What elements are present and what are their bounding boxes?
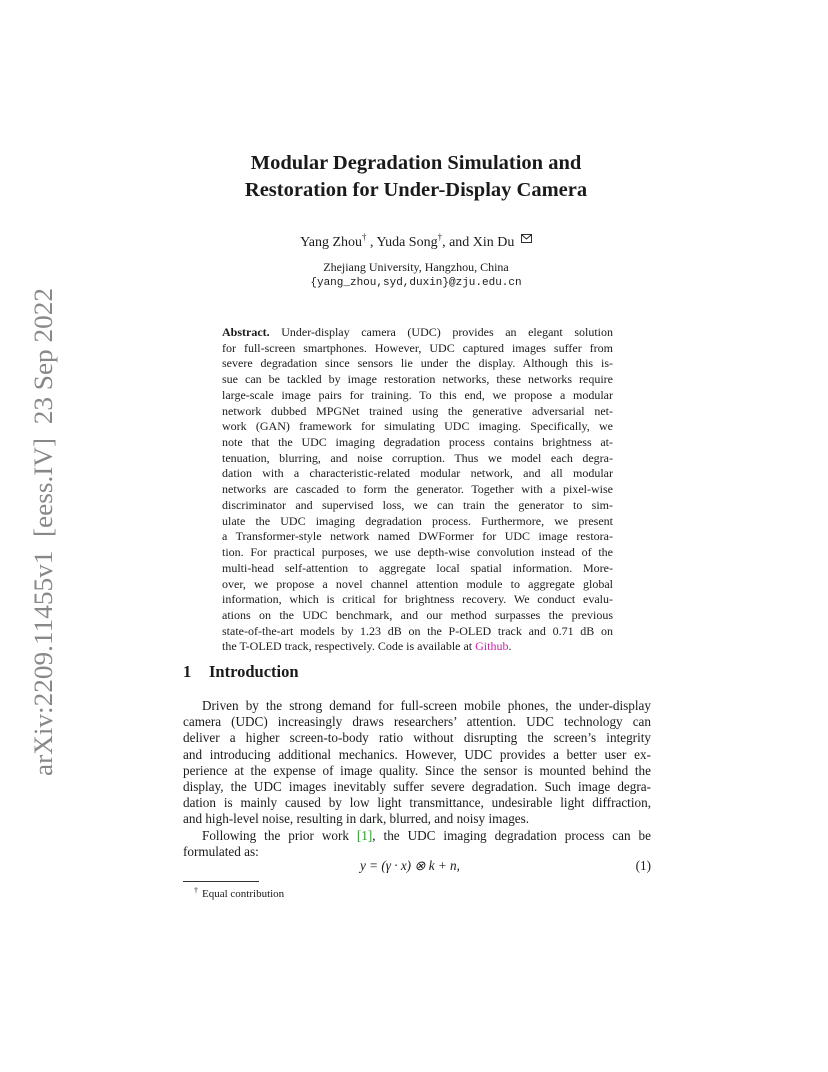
abstract-line: a Transformer-style network named DWFormer for UDC image restora- <box>222 529 613 544</box>
abstract-line: tenuation, blurring, and noise corruption. Thus we model each degra- <box>222 450 613 465</box>
abstract-line: multi-head self-attention to aggregate local spatial information. More- <box>222 560 613 575</box>
author-name: and Xin Du <box>449 235 515 250</box>
author-separator: , <box>366 235 377 250</box>
abstract-line: ations on the UDC benchmark, and our method surpasses the previous <box>222 607 613 622</box>
body-line: display, the UDC images inevitably suffer severe degradation. Such image degra- <box>183 778 651 794</box>
abstract-line: discriminator and supervised loss, we can train the generator to sim- <box>222 497 613 512</box>
footnote-mark: † <box>194 886 198 895</box>
footnote-rule <box>183 881 259 882</box>
section-number: 1 <box>183 662 192 681</box>
abstract-line: work (GAN) framework for simulating UDC imaging. Specifically, we <box>222 419 613 434</box>
abstract-line: severe degradation since sensors lie under the display. Although this is- <box>222 356 613 371</box>
abstract-line: network dubbed MPGNet trained using the generative adversarial net- <box>222 403 613 418</box>
body-line: deliver a higher screen-to-body ratio without disrupting the screen’s integrity <box>183 730 651 746</box>
paper-title <box>160 150 672 204</box>
author-name: Yuda Song <box>376 235 438 250</box>
citation-link[interactable]: [1] <box>356 827 373 843</box>
abstract-label: Abstract. <box>222 325 270 339</box>
title-line-2: Restoration for Under-Display Camera <box>244 179 588 201</box>
body-text: Following the prior work <box>202 827 357 843</box>
abstract-line: information, which is critical for brightness recovery. We conduct evalu- <box>222 592 613 607</box>
abstract-line <box>222 325 613 341</box>
section-heading <box>183 662 299 682</box>
equation-number: (1) <box>635 858 651 873</box>
equal-contribution-mark: † <box>437 232 443 242</box>
institution: Zhejiang University, Hangzhou, China <box>323 260 509 274</box>
equation-1 <box>183 858 651 876</box>
abstract-line <box>222 639 613 655</box>
arxiv-identifier-stamp <box>20 287 62 777</box>
abstract <box>222 325 613 655</box>
abstract-line: note that the UDC imaging degradation process contains brightness at- <box>222 435 613 450</box>
abstract-line: state-of-the-art models by 1.23 dB on the P-OLED track and 0.71 dB on <box>222 623 613 638</box>
author-list <box>160 228 672 252</box>
footnote-text: Equal contribution <box>202 888 285 900</box>
author-emails: {yang_zhou,syd,duxin}@zju.edu.cn <box>310 277 522 289</box>
abstract-line: ulate the UDC imaging degradation process. Furthermore, we present <box>222 513 613 528</box>
body-line: perience at the expense of image quality. Since the sensor is mounted behind the <box>183 762 651 778</box>
abstract-line: for full-screen smartphones. However, UDC captured images suffer from <box>222 340 613 355</box>
abstract-line: tion. For practical purposes, we use depth-wise convolution instead of the <box>222 545 613 560</box>
body-line <box>183 828 651 844</box>
author-separator: , <box>442 235 450 250</box>
arxiv-stamp-svg <box>20 287 62 777</box>
abstract-line: networks are cascaded to form the generator. Together with a pixel-wise <box>222 482 613 497</box>
github-link[interactable]: Github <box>475 639 509 654</box>
envelope-icon <box>521 231 532 249</box>
abstract-text: Under-display camera (UDC) provides an elegant solution <box>269 325 613 339</box>
abstract-line: large-scale image pairs for training. To this end, we propose a modular <box>222 387 613 402</box>
arxiv-stamp-text: arXiv:2209.11455v1 [eess.IV] 23 Sep 2022 <box>29 310 58 776</box>
body-line: camera (UDC) increasingly draws researchers’ attention. UDC technology can <box>183 714 651 730</box>
introduction-body <box>183 698 651 860</box>
body-line: and high-level noise, resulting in dark, blurred, and noisy images. <box>183 811 530 827</box>
abstract-line: over, we propose a novel channel attention module to aggregate global <box>222 576 613 591</box>
equation-expression: y = (γ · x) ⊗ k + n, <box>360 858 460 873</box>
body-line: dation is mainly caused by low light transmittance, undesirable light diffraction, <box>183 795 651 811</box>
body-text: , the UDC imaging degradation process can be <box>372 827 652 843</box>
body-line: Driven by the strong demand for full-screen mobile phones, the under-display <box>202 698 651 713</box>
author-name: Yang Zhou <box>300 235 363 250</box>
abstract-line: dation with a characteristic-related modular network, and all modular <box>222 466 613 481</box>
equal-contribution-mark: † <box>362 232 367 242</box>
abstract-text: the T-OLED track, respectively. Code is available at <box>222 639 476 654</box>
title-line-1: Modular Degradation Simulation and <box>250 152 582 174</box>
abstract-text: . <box>508 639 512 654</box>
section-title: Introduction <box>209 662 299 681</box>
body-line: formulated as: <box>183 843 259 859</box>
body-line: and introducing additional mechanics. However, UDC provides a better user ex- <box>183 746 651 762</box>
footnote <box>194 886 284 900</box>
affiliation-block <box>160 259 672 291</box>
abstract-line: sue can be tackled by image restoration networks, these networks require <box>222 372 613 387</box>
